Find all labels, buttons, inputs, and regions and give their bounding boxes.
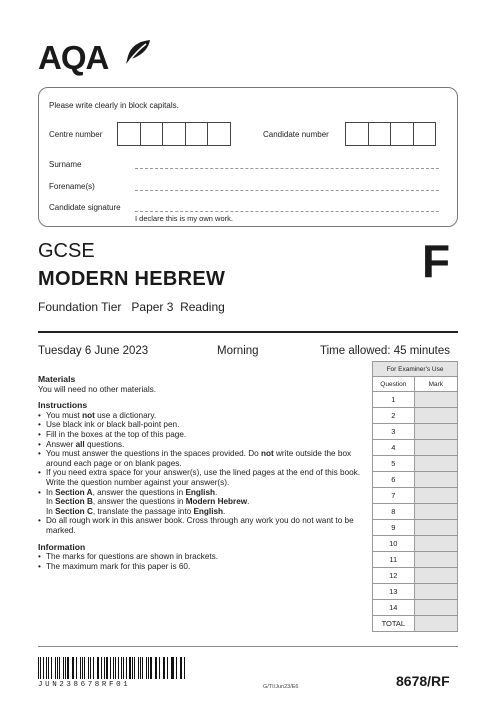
- table-row: [373, 600, 458, 616]
- barcode-bar: [88, 657, 90, 679]
- barcode-bar: [67, 657, 69, 679]
- barcode-bar: [163, 657, 164, 679]
- table-row: [373, 456, 458, 472]
- mark-cell: [414, 536, 457, 552]
- table-row: [373, 552, 458, 568]
- barcode-bar: [43, 657, 44, 679]
- table-row: [373, 424, 458, 440]
- list-item: • The maximum mark for this paper is 60.: [38, 562, 368, 572]
- mark-cell: [414, 552, 457, 568]
- mark-cell: [414, 424, 457, 440]
- candidate-digit-box[interactable]: [390, 122, 414, 146]
- barcode-bar: [90, 657, 91, 679]
- barcode-bar: [123, 657, 124, 679]
- question-number: 4: [373, 440, 415, 456]
- barcode-bar: [129, 657, 131, 679]
- barcode-bar: [176, 657, 177, 679]
- aqa-logo: [38, 38, 158, 78]
- list-item: • Answer all questions.: [38, 440, 368, 450]
- mark-cell: [414, 408, 457, 424]
- barcode-bar: [51, 657, 52, 679]
- logo-text: AQA: [38, 39, 109, 76]
- centre-digit-box[interactable]: [140, 122, 164, 146]
- block-capitals-instruction: Please write clearly in block capitals.: [49, 101, 179, 110]
- barcode-bar: [110, 657, 111, 679]
- table-row: [373, 392, 458, 408]
- information-list: [38, 552, 368, 571]
- barcode-bar: [115, 657, 116, 679]
- list-item: • Fill in the boxes at the top of this page.: [38, 430, 368, 440]
- table-row: [373, 568, 458, 584]
- candidate-digit-box[interactable]: [413, 122, 437, 146]
- question-number: 6: [373, 472, 415, 488]
- surname-field[interactable]: [135, 168, 439, 169]
- barcode-bar: [140, 657, 141, 679]
- bottom-divider: [38, 646, 458, 647]
- barcode-bar: [93, 657, 94, 679]
- barcode-bar: [76, 657, 77, 679]
- barcode-bar: [82, 657, 83, 679]
- barcode-bar: [171, 657, 172, 679]
- barcode-bar: [172, 657, 174, 679]
- barcode-bar: [101, 657, 102, 679]
- candidate-digit-box[interactable]: [368, 122, 392, 146]
- information-heading: Information: [38, 541, 86, 552]
- instructions-content: [38, 375, 368, 571]
- barcode-bar: [142, 657, 143, 679]
- list-item: • The marks for questions are shown in brackets.: [38, 552, 368, 562]
- examiner-table: [372, 361, 458, 632]
- barcode-bar: [98, 657, 99, 679]
- signature-field[interactable]: [135, 211, 439, 212]
- barcode-bar: [59, 657, 60, 679]
- materials-heading: Materials: [38, 374, 76, 384]
- declaration-text: I declare this is my own work.: [135, 214, 233, 223]
- barcode: [38, 657, 188, 679]
- barcode-bar: [167, 657, 168, 679]
- mark-cell: [414, 392, 457, 408]
- barcode-bar: [73, 657, 74, 679]
- subject-title: MODERN HEBREW: [38, 268, 226, 290]
- barcode-number: JUN238678RF01: [38, 681, 131, 689]
- barcode-bar: [72, 657, 73, 679]
- question-number: 14: [373, 600, 415, 616]
- barcode-bar: [184, 657, 185, 679]
- barcode-bar: [132, 657, 133, 679]
- instructions-heading: Instructions: [38, 400, 88, 411]
- centre-number-label: Centre number: [49, 130, 103, 139]
- barcode-bar: [150, 657, 152, 679]
- barcode-bar: [138, 657, 139, 679]
- barcode-bar: [180, 657, 181, 679]
- list-item: • Do all rough work in this answer book. Cross through any work you do not want to be marked.: [38, 516, 368, 535]
- table-row: [373, 536, 458, 552]
- candidate-digit-box[interactable]: [345, 122, 369, 146]
- document-reference: G/TI/Jun23/E6: [263, 684, 299, 690]
- barcode-bar: [104, 657, 105, 679]
- total-row: [373, 616, 458, 632]
- list-item: • Use black ink or black ball-point pen.: [38, 420, 368, 430]
- mark-cell: [414, 440, 457, 456]
- table-row: [373, 488, 458, 504]
- centre-digit-box[interactable]: [117, 122, 141, 146]
- candidate-number-field[interactable]: [346, 122, 436, 146]
- barcode-bar: [84, 657, 85, 679]
- mark-cell: [414, 472, 457, 488]
- barcode-bar: [65, 657, 66, 679]
- mark-cell: [414, 456, 457, 472]
- exam-session: Morning: [217, 345, 259, 357]
- barcode-bar: [181, 657, 182, 679]
- question-number: 12: [373, 568, 415, 584]
- barcode-bar: [46, 657, 47, 679]
- table-row: [373, 584, 458, 600]
- barcode-bar: [146, 657, 147, 679]
- question-number: 3: [373, 424, 415, 440]
- materials-text: You will need no other materials.: [38, 384, 157, 394]
- signature-label: Candidate signature: [49, 203, 121, 212]
- barcode-bar: [121, 657, 122, 679]
- table-row: [373, 520, 458, 536]
- barcode-bar: [164, 657, 165, 679]
- question-number: 1: [373, 392, 415, 408]
- candidate-details-box: [38, 87, 458, 227]
- barcode-bar: [113, 657, 114, 679]
- barcode-bar: [55, 657, 56, 679]
- question-number: 7: [373, 488, 415, 504]
- barcode-bar: [63, 657, 64, 679]
- barcode-bar: [57, 657, 58, 679]
- question-number: 9: [373, 520, 415, 536]
- barcode-bar: [134, 657, 135, 679]
- barcode-bar: [80, 657, 81, 679]
- table-row: [373, 408, 458, 424]
- table-row: [373, 472, 458, 488]
- top-divider: [38, 331, 458, 333]
- centre-digit-box[interactable]: [185, 122, 209, 146]
- question-column-header: Question: [373, 377, 415, 392]
- tier-letter: F: [422, 235, 451, 287]
- mark-column-header: Mark: [414, 377, 457, 392]
- mark-cell: [414, 520, 457, 536]
- table-row: [373, 504, 458, 520]
- question-number: 10: [373, 536, 415, 552]
- surname-label: Surname: [49, 160, 82, 169]
- question-number: 11: [373, 552, 415, 568]
- time-allowed: Time allowed: 45 minutes: [320, 345, 450, 357]
- question-number: 13: [373, 584, 415, 600]
- barcode-bar: [106, 657, 108, 679]
- tier-paper-line: Foundation Tier Paper 3 Reading: [38, 300, 225, 314]
- forenames-field[interactable]: [135, 190, 439, 191]
- mark-cell: [414, 568, 457, 584]
- total-label: TOTAL: [373, 616, 415, 632]
- question-number: 2: [373, 408, 415, 424]
- centre-number-field[interactable]: [118, 122, 231, 146]
- instructions-list: [38, 411, 368, 536]
- centre-digit-box[interactable]: [162, 122, 186, 146]
- list-item: • You must answer the questions in the spaces provided. Do not write outside the box around each page or on blank pages.: [38, 449, 368, 468]
- barcode-bar: [148, 657, 149, 679]
- examiner-table-title: For Examiner's Use: [373, 362, 458, 377]
- list-item: • If you need extra space for your answer(s), use the lined pages at the end of this book. Write the question number against your answer(s).: [38, 468, 368, 487]
- barcode-bar: [156, 657, 157, 679]
- question-number: 5: [373, 456, 415, 472]
- barcode-bar: [48, 657, 50, 679]
- exam-date: Tuesday 6 June 2023: [38, 345, 149, 357]
- barcode-bar: [97, 657, 98, 679]
- barcode-bar: [159, 657, 160, 679]
- qualification-title: GCSE: [38, 240, 95, 262]
- candidate-number-label: Candidate number: [263, 130, 329, 139]
- barcode-bar: [38, 657, 39, 679]
- leaf-icon: [122, 38, 152, 66]
- barcode-bar: [155, 657, 156, 679]
- forenames-label: Forename(s): [49, 182, 95, 191]
- paper-code: 8678/RF: [396, 673, 450, 689]
- list-item: • You must not use a dictionary.: [38, 411, 368, 421]
- mark-cell: [414, 488, 457, 504]
- barcode-bar: [118, 657, 119, 679]
- list-item: • In Section A, answer the questions in English. In Section B, answer the questions in Modern Hebrew. In Section C, translate the passage into English.: [38, 488, 368, 517]
- total-mark-cell: [414, 616, 457, 632]
- mark-cell: [414, 584, 457, 600]
- mark-cell: [414, 504, 457, 520]
- barcode-bar: [40, 657, 41, 679]
- table-row: [373, 440, 458, 456]
- question-number: 8: [373, 504, 415, 520]
- mark-cell: [414, 600, 457, 616]
- centre-digit-box[interactable]: [207, 122, 231, 146]
- barcode-bar: [126, 657, 127, 679]
